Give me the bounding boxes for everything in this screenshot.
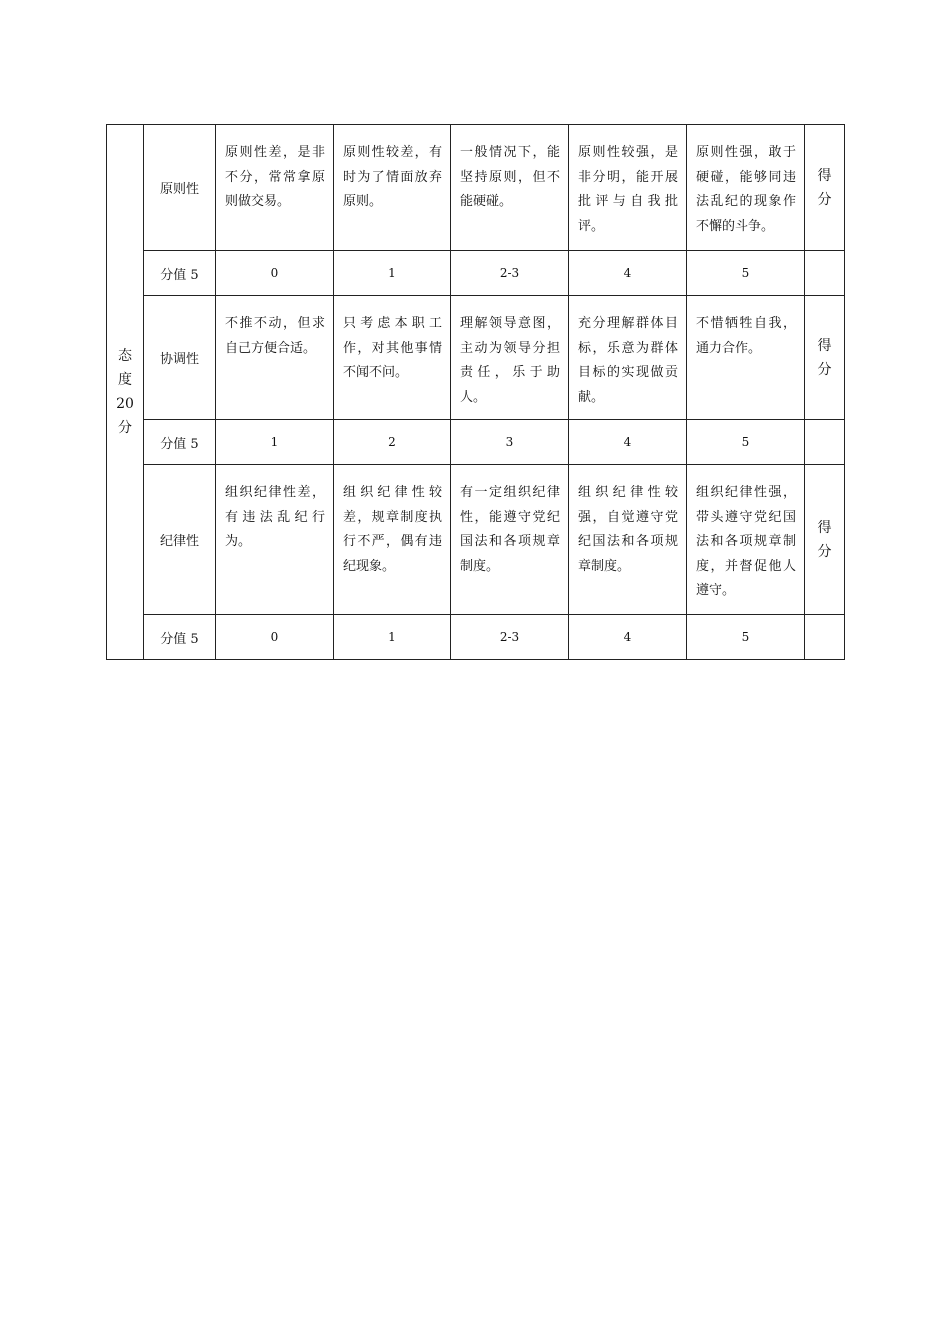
score-cell <box>805 296 845 420</box>
level-description: 组织纪律性较强，自觉遵守党纪国法和各项规章制度。 <box>569 465 687 615</box>
value-label: 分值 5 <box>144 420 216 465</box>
score-value: 1 <box>334 251 451 296</box>
level-description: 充分理解群体目标，乐意为群体目标的实现做贡献。 <box>569 296 687 420</box>
criterion-name: 协调性 <box>144 296 216 420</box>
criterion-name: 原则性 <box>144 125 216 251</box>
score-value: 4 <box>569 615 687 660</box>
level-description: 组织纪律性强，带头遵守党纪国法和各项规章制度，并督促他人遵守。 <box>687 465 805 615</box>
level-description: 组织纪律性差，有违法乱纪行为。 <box>216 465 334 615</box>
score-value: 0 <box>216 251 334 296</box>
score-value: 3 <box>451 420 569 465</box>
score-value: 2-3 <box>451 615 569 660</box>
score-cell <box>805 465 845 615</box>
score-input-cell[interactable] <box>805 251 845 296</box>
score-value: 0 <box>216 615 334 660</box>
score-label-char: 分 <box>817 543 832 560</box>
score-label-char: 得 <box>817 519 832 536</box>
criterion-row-principle <box>107 125 845 251</box>
category-char: 20 <box>116 396 134 412</box>
level-description: 原则性强，敢于硬碰，能够同违法乱纪的现象作不懈的斗争。 <box>687 125 805 251</box>
score-value: 4 <box>569 420 687 465</box>
value-row-discipline <box>107 615 845 660</box>
score-label-char: 分 <box>817 191 832 208</box>
score-input-cell[interactable] <box>805 420 845 465</box>
level-description: 原则性较差，有时为了情面放弃原则。 <box>334 125 451 251</box>
value-label: 分值 5 <box>144 615 216 660</box>
level-description: 只考虑本职工作，对其他事情不闻不问。 <box>334 296 451 420</box>
score-label-char: 分 <box>817 361 832 378</box>
value-row-principle <box>107 251 845 296</box>
level-description: 原则性差，是非不分，常常拿原则做交易。 <box>216 125 334 251</box>
score-value: 2 <box>334 420 451 465</box>
criterion-row-coordination <box>107 296 845 420</box>
category-char: 态 <box>118 348 132 364</box>
score-input-cell[interactable] <box>805 615 845 660</box>
level-description: 理解领导意图，主动为领导分担责任，乐于助人。 <box>451 296 569 420</box>
level-description: 原则性较强，是非分明，能开展批评与自我批评。 <box>569 125 687 251</box>
level-description: 一般情况下，能坚持原则，但不能硬碰。 <box>451 125 569 251</box>
score-value: 5 <box>687 420 805 465</box>
score-cell <box>805 125 845 251</box>
category-cell <box>107 125 144 660</box>
level-description: 不推不动，但求自己方便合适。 <box>216 296 334 420</box>
score-value: 5 <box>687 615 805 660</box>
category-char: 分 <box>118 420 132 436</box>
criterion-row-discipline <box>107 465 845 615</box>
score-value: 5 <box>687 251 805 296</box>
value-row-coordination <box>107 420 845 465</box>
score-label-char: 得 <box>817 337 832 354</box>
criterion-name: 纪律性 <box>144 465 216 615</box>
evaluation-table <box>106 124 845 660</box>
level-description: 有一定组织纪律性，能遵守党纪国法和各项规章制度。 <box>451 465 569 615</box>
score-value: 2-3 <box>451 251 569 296</box>
score-value: 4 <box>569 251 687 296</box>
category-char: 度 <box>118 372 132 388</box>
value-label: 分值 5 <box>144 251 216 296</box>
level-description: 不惜牺牲自我，通力合作。 <box>687 296 805 420</box>
score-value: 1 <box>334 615 451 660</box>
score-label-char: 得 <box>817 167 832 184</box>
score-value: 1 <box>216 420 334 465</box>
level-description: 组织纪律性较差，规章制度执行不严，偶有违纪现象。 <box>334 465 451 615</box>
